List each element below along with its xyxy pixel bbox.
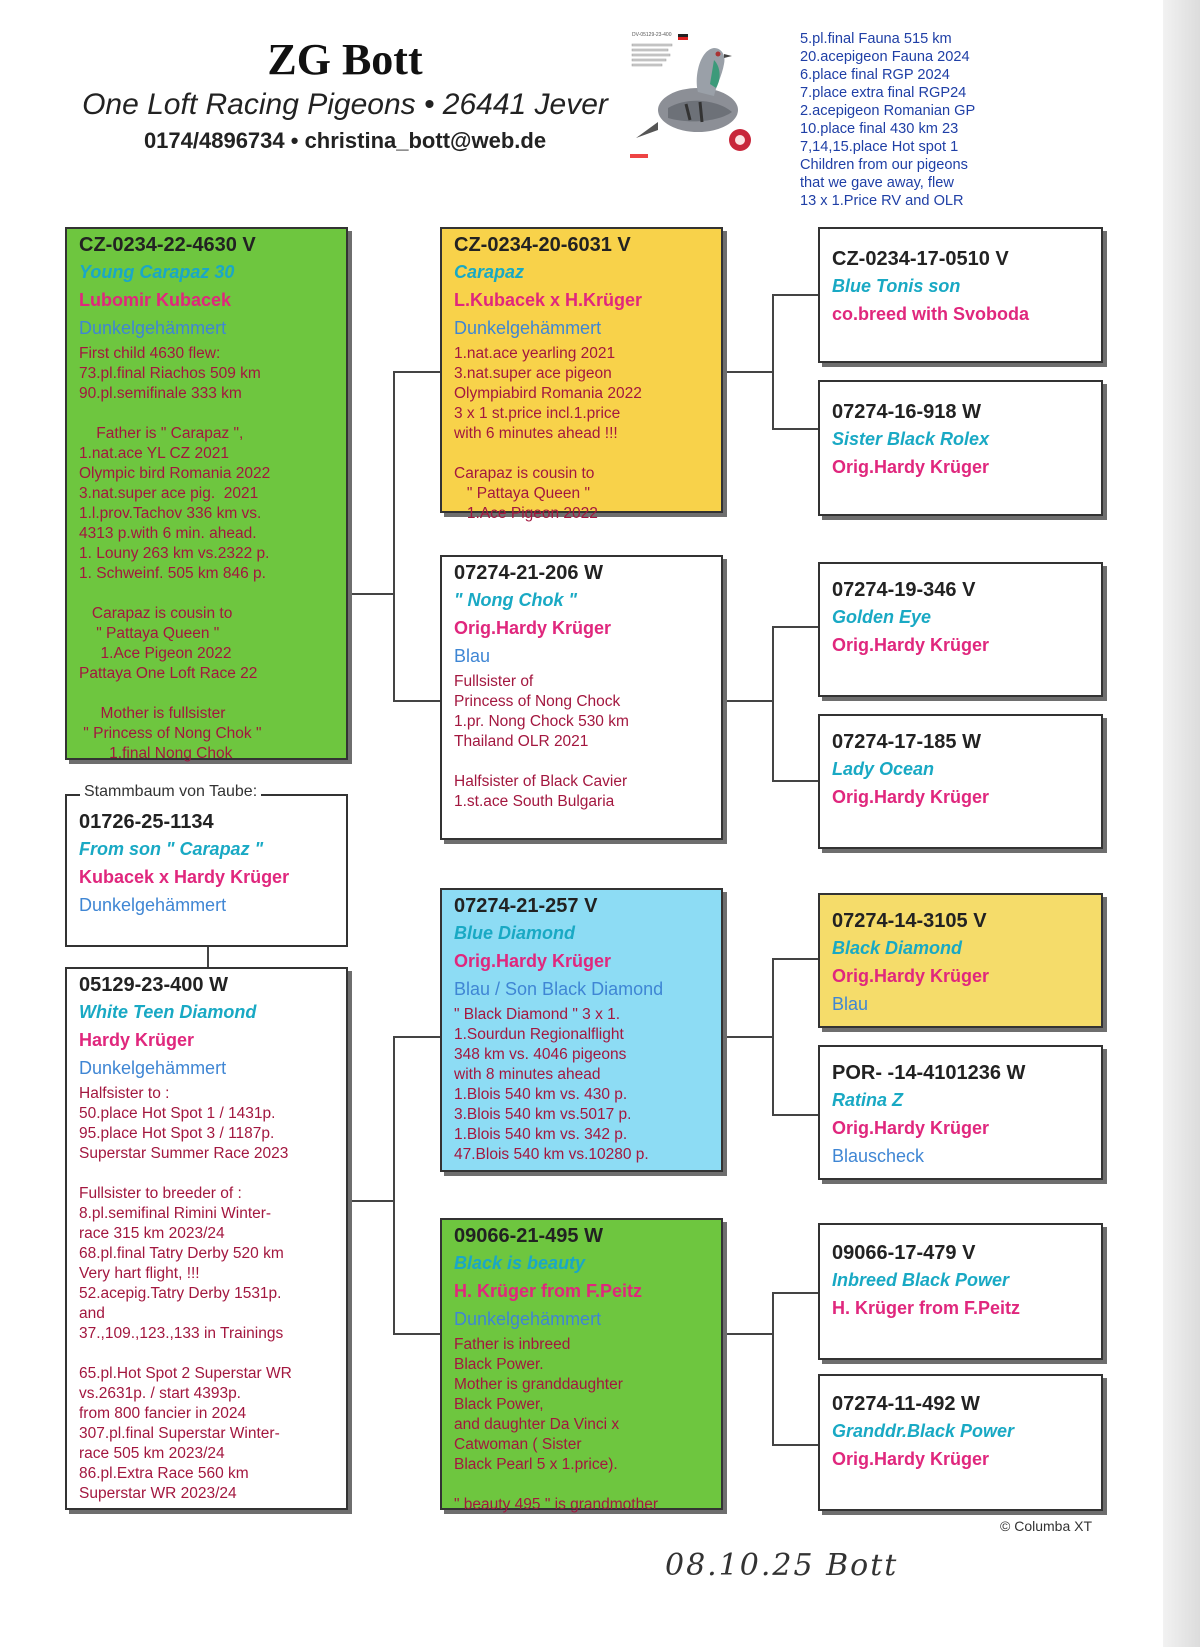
father-card	[65, 227, 348, 760]
pigeon-name: Ratina Z	[832, 1090, 904, 1110]
performance-notes: Halfsister to : 50.place Hot Spot 1 / 1431p. 95.place Hot Spot 3 / 1187p. Superstar Summer Race 2023 Fullsister to breeder of : 8.pl.semifinal Rimini Winter- race 315 km 2023/24 68.pl.final Tatry Derby 520 km Very hart flight, !!! 52.acepig.Tatry Derby 1531p. and 37.,109.,123.,133 in Trainings 65.pl.Hot Spot 2 Superstar WR vs.2631p. / start 4393p. from 800 fancier in 2024 307.pl.final Superstar Winter- race 505 km 2023/24 86.pl.Extra Race 560 km Superstar WR 2023/24	[79, 1085, 292, 1502]
pigeon-name: Young Carapaz 30	[79, 262, 235, 282]
pigeon-name: Lady Ocean	[832, 759, 935, 779]
pigeon-name: Granddr.Black Power	[832, 1421, 1015, 1441]
breeder: Orig.Hardy Krüger	[832, 787, 990, 807]
plumage-color: Blau	[454, 646, 491, 666]
pigeon-photo	[628, 30, 758, 162]
pigeon-icon	[628, 30, 758, 162]
achievement-item: 6.place final RGP 2024	[800, 67, 950, 83]
plumage-color: Dunkelgehämmert	[79, 318, 227, 338]
breeder: co.breed with Svoboda	[832, 304, 1030, 324]
ring-number: 09066-21-495 W	[454, 1225, 603, 1247]
ring-number: 07274-11-492 W	[832, 1393, 980, 1415]
breeder: H. Krüger from F.Peitz	[454, 1281, 643, 1301]
performance-notes: Fullsister of Princess of Nong Chock 1.pr. Nong Chock 530 km Thailand OLR 2021 Halfsister of Black Cavier 1.st.ace South Bulgaria	[454, 673, 629, 810]
breeder: Orig.Hardy Krüger	[832, 635, 990, 655]
ring-number: CZ-0234-22-4630 V	[79, 234, 256, 256]
granddam-paternal-card	[440, 555, 723, 840]
plumage-color: Dunkelgehämmert	[454, 318, 602, 338]
ring-number: 07274-19-346 V	[832, 579, 976, 601]
ring-number: 07274-17-185 W	[832, 731, 981, 753]
performance-notes: Father is inbreed Black Power. Mother is granddaughter Black Power, and daughter Da Vinci x Catwoman ( Sister Black Pearl 5 x 1.price). " beauty 495 " is grandmother	[454, 1336, 659, 1513]
pigeon-name: Blue Tonis son	[832, 276, 961, 296]
ring-number: POR- -14-4101236 W	[832, 1062, 1026, 1084]
great-grandparent-card	[818, 1374, 1103, 1511]
performance-notes: 1.nat.ace yearling 2021 3.nat.super ace pigeon Olympiabird Romania 2022 3 x 1 st.price incl.1.price with 6 minutes ahead !!! Carapaz is cousin to " Pattaya Queen " 1.Ace Pigeon 2022	[454, 345, 642, 522]
page-title: ZG Bott	[267, 35, 423, 84]
pigeon-name: Golden Eye	[832, 607, 932, 627]
subject-card	[65, 794, 348, 947]
ring-number: 05129-23-400 W	[79, 974, 228, 996]
great-grandparent-card	[818, 714, 1103, 849]
great-grandparent-card	[818, 227, 1103, 363]
ring-number: 07274-21-257 V	[454, 895, 598, 917]
pigeon-name: Blue Diamond	[454, 923, 576, 943]
granddam-maternal-card	[440, 1218, 723, 1513]
photo-caption: DV-05129-23-400	[632, 32, 672, 38]
mother-card	[65, 967, 348, 1510]
achievement-item: that we gave away, flew	[800, 175, 954, 191]
plumage-color: Blau	[832, 994, 869, 1014]
ring-number: 07274-16-918 W	[832, 401, 981, 423]
scan-edge	[1163, 0, 1200, 1647]
pigeon-name: Black is beauty	[454, 1253, 586, 1273]
great-grandparent-card	[818, 893, 1103, 1028]
page-subtitle: One Loft Racing Pigeons • 26441 Jever	[82, 88, 608, 121]
ring-number: CZ-0234-17-0510 V	[832, 248, 1009, 270]
achievement-item: Children from our pigeons	[800, 157, 968, 173]
breeder: Orig.Hardy Krüger	[832, 1449, 990, 1469]
achievement-item: 7.place extra final RGP24	[800, 85, 967, 101]
breeder: Kubacek x Hardy Krüger	[79, 867, 290, 887]
pigeon-name: Inbreed Black Power	[832, 1270, 1010, 1290]
pigeon-name: Black Diamond	[832, 938, 963, 958]
breeder: Hardy Krüger	[79, 1030, 195, 1050]
pedigree-legend: Stammbaum von Taube:	[80, 783, 261, 801]
breeder: Orig.Hardy Krüger	[454, 951, 612, 971]
copyright-note: © Columba XT	[1000, 1518, 1093, 1534]
great-grandparent-card	[818, 562, 1103, 697]
achievement-item: 20.acepigeon Fauna 2024	[800, 49, 970, 65]
achievement-item: 2.acepigeon Romanian GP	[800, 103, 976, 119]
breeder: Orig.Hardy Krüger	[832, 966, 990, 986]
pigeon-name: From son " Carapaz "	[79, 839, 264, 859]
ring-number: 07274-14-3105 V	[832, 910, 987, 932]
grandsire-paternal-card	[440, 227, 723, 522]
breeder: Orig.Hardy Krüger	[832, 1118, 990, 1138]
plumage-color: Blau / Son Black Diamond	[454, 979, 664, 999]
plumage-color: Dunkelgehämmert	[79, 1058, 227, 1078]
achievement-item: 13 x 1.Price RV and OLR	[800, 193, 964, 209]
achievement-list	[800, 30, 975, 210]
ring-number: 07274-21-206 W	[454, 562, 603, 584]
plumage-color: Blauscheck	[832, 1146, 925, 1166]
performance-notes: " Black Diamond " 3 x 1. 1.Sourdun Regionalflight 348 km vs. 4046 pigeons with 8 minutes ahead 1.Blois 540 km vs. 430 p. 3.Blois 540 km vs.5017 p. 1.Blois 540 km vs. 342 p. 47.Blois 540 km vs.10280 p.	[454, 1006, 649, 1163]
contact-line: 0174/4896734 • christina_bott@web.de	[143, 128, 547, 153]
ring-number: 09066-17-479 V	[832, 1242, 976, 1264]
achievement-item: 7,14,15.place Hot spot 1	[800, 139, 959, 155]
pigeon-name: " Nong Chok "	[454, 590, 578, 610]
achievement-item: 10.place final 430 km 23	[800, 121, 959, 137]
grandsire-maternal-card	[440, 888, 723, 1172]
great-grandparent-card	[818, 1223, 1103, 1360]
great-grandparent-card	[818, 380, 1103, 516]
plumage-color: Dunkelgehämmert	[454, 1309, 602, 1329]
ring-number: 01726-25-1134	[79, 811, 214, 833]
handwritten-signature: 08.10.25 Bott	[665, 1548, 899, 1583]
breeder: L.Kubacek x H.Krüger	[454, 290, 643, 310]
plumage-color: Dunkelgehämmert	[79, 895, 227, 915]
breeder: Orig.Hardy Krüger	[454, 618, 612, 638]
ring-number: CZ-0234-20-6031 V	[454, 234, 631, 256]
achievement-item: 5.pl.final Fauna 515 km	[800, 31, 952, 47]
pigeon-name: White Teen Diamond	[79, 1002, 257, 1022]
breeder: Orig.Hardy Krüger	[832, 457, 990, 477]
pigeon-name: Sister Black Rolex	[832, 429, 990, 449]
pigeon-name: Carapaz	[454, 262, 525, 282]
breeder: Lubomir Kubacek	[79, 290, 232, 310]
performance-notes: First child 4630 flew: 73.pl.final Riachos 509 km 90.pl.semifinale 333 km Father is " Carapaz ", 1.nat.ace YL CZ 2021 Olympic bird Romania 2022 3.nat.super ace pig. 2021 1.l.prov.Tachov 336 km vs. 4313 p.with 6 min. ahead. 1. Louny 263 km vs.2322 p. 1. Schweinf. 505 km 846 p. Carapaz is cousin to " Pattaya Queen " 1.Ace Pigeon 2022 Pattaya One Loft Race 22 Mother is fullsister " Princess of Nong Chok " 1.final Nong Chok	[79, 345, 271, 762]
great-grandparent-card	[818, 1045, 1103, 1180]
breeder: H. Krüger from F.Peitz	[832, 1298, 1021, 1318]
